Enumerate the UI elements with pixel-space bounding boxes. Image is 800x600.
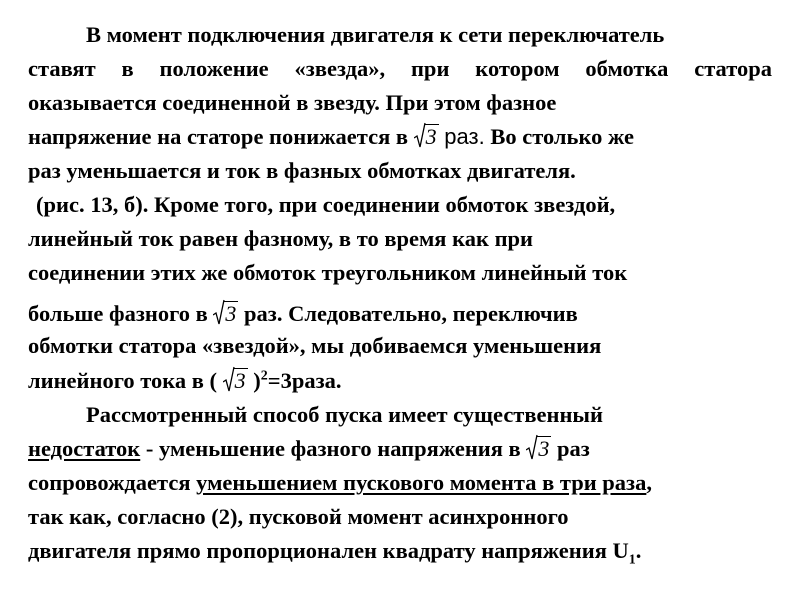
sqrt-radicand: 3 — [538, 436, 550, 461]
line-2-text: ставят в положение «звезда», при котором обмотка статора — [28, 56, 772, 81]
underlined-moment-reduction: уменьшением пускового момента в три раза — [196, 470, 647, 495]
line-11-text-a: линейного тока в ( — [28, 368, 218, 393]
underlined-nedostatok: недостаток — [28, 436, 141, 461]
line-11-text-b: ) — [253, 368, 261, 393]
line-9-text-a: больше фазного в — [28, 301, 208, 326]
text-line-9 — [28, 290, 772, 330]
line-8-text: соединении этих же обмоток треугольником линейный ток — [28, 260, 628, 285]
line-6-text: (рис. 13, б). Кроме того, при соединении обмоток звездой, — [36, 192, 616, 217]
line-4-text-a: напряжение на статоре понижается в — [28, 124, 409, 149]
line-14-text-b: , — [646, 470, 652, 495]
text-line-16 — [28, 534, 772, 568]
sqrt-radicand: 3 — [225, 301, 237, 326]
line-1-text: В момент подключения двигателя к сети переключатель — [86, 22, 665, 47]
line-16-text-a: двигателя прямо пропорционален квадрату напряжения U — [28, 538, 629, 563]
line-13-text-a: - уменьшение фазного напряжения в — [140, 436, 521, 461]
line-13-text-b: раз — [551, 436, 590, 461]
text-line-2 — [28, 52, 772, 86]
text-line-6 — [28, 188, 772, 222]
text-line-10 — [28, 330, 772, 364]
text-line-13 — [28, 432, 772, 466]
exponent-2: 2 — [260, 368, 268, 384]
line-14-text-a: сопровождается — [28, 470, 197, 495]
line-10-text: обмотки статора «звездой», мы добиваемся уменьшения — [28, 333, 602, 358]
line-15-text: так как, согласно (2), пусковой момент асинхронного — [28, 504, 569, 529]
sqrt-3-formula — [414, 122, 439, 148]
text-line-3 — [28, 86, 772, 120]
sqrt-3-formula — [213, 299, 238, 325]
line-3-text: оказывается соединенной в звезду. При этом фазное — [28, 90, 557, 115]
body-text — [28, 18, 772, 568]
line-4-text-b: Во столько же — [484, 124, 634, 149]
text-line-14 — [28, 466, 772, 500]
text-line-15 — [28, 500, 772, 534]
text-line-11 — [28, 364, 772, 398]
line-12-text: Рассмотренный способ пуска имеет существенный — [86, 402, 603, 427]
text-line-7 — [28, 222, 772, 256]
line-11-text-c: =3раза. — [267, 368, 342, 393]
line-16-text-b: . — [635, 538, 642, 563]
sqrt-3-formula — [223, 366, 248, 392]
line-7-text: линейный ток равен фазному, в то время как при — [28, 226, 534, 251]
text-line-12 — [28, 398, 772, 432]
sqrt-3-formula — [526, 434, 551, 460]
text-line-8 — [28, 256, 772, 290]
subscript-1: 1 — [628, 552, 636, 568]
sqrt-radicand: 3 — [234, 368, 246, 393]
line-5-text: раз уменьшается и ток в фазных обмотках двигателя. — [28, 158, 576, 183]
text-line-5 — [28, 154, 772, 188]
line-9-text-b: раз. Следовательно, переключив — [238, 301, 578, 326]
text-line-4 — [28, 120, 772, 154]
text-line-1 — [28, 18, 772, 52]
sqrt-radicand: 3 — [425, 124, 437, 149]
line-4-raz: раз. — [444, 124, 485, 149]
